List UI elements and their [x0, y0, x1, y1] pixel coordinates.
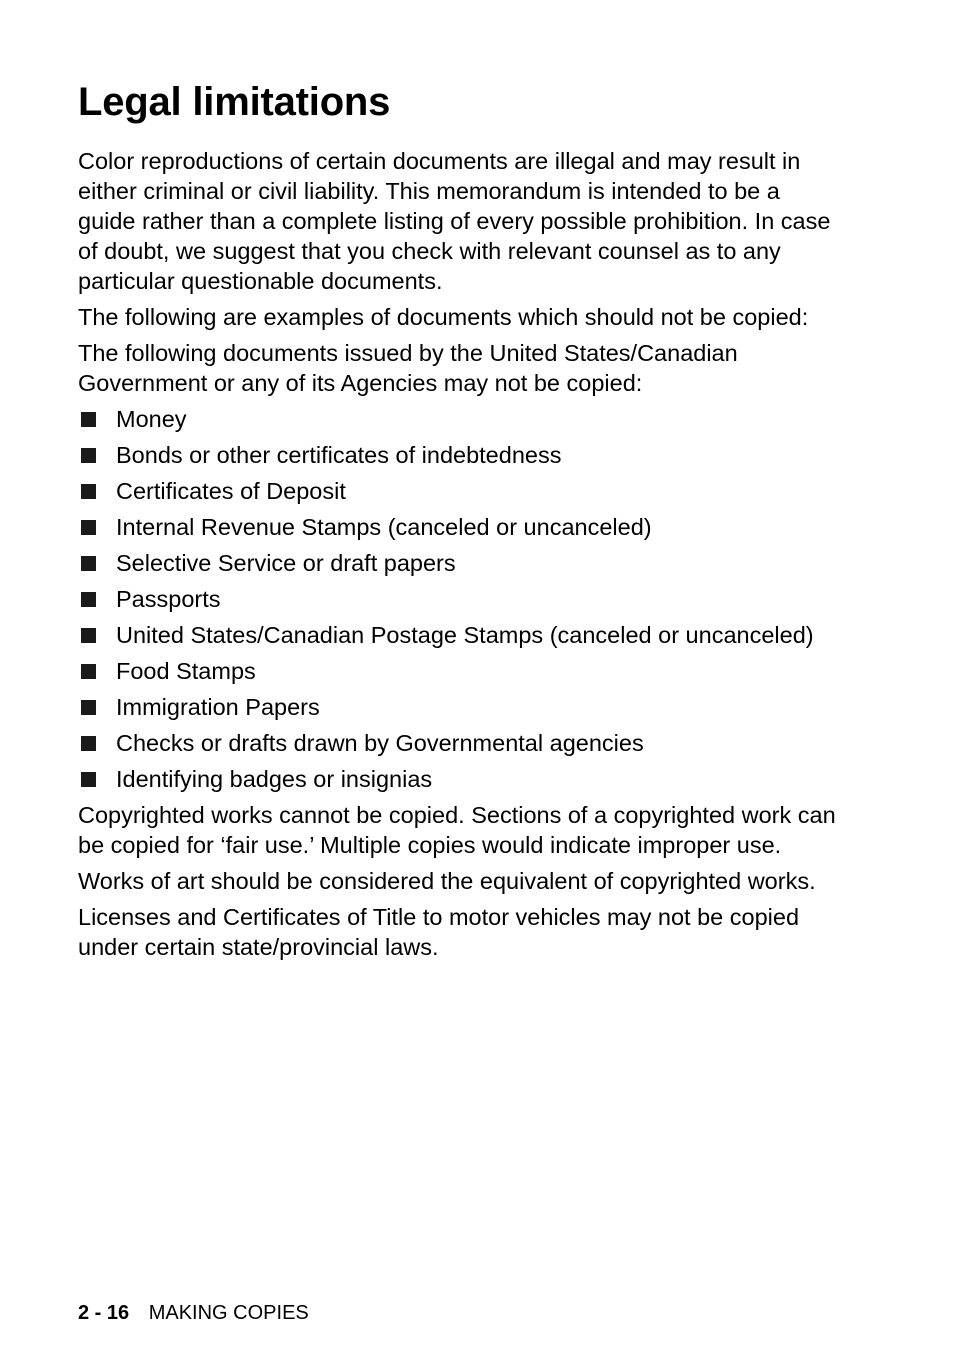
list-item-text: Immigration Papers: [116, 694, 320, 720]
square-bullet-icon: [81, 664, 96, 679]
list-item: [78, 512, 838, 542]
government-documents-paragraph: The following documents issued by the United States/Canadian Government or any of its Agencies may not be copied:: [78, 340, 738, 396]
list-item-text: United States/Canadian Postage Stamps (canceled or uncanceled): [116, 622, 814, 648]
document-body: [78, 146, 838, 968]
list-item: [78, 620, 838, 650]
list-item: [78, 404, 838, 434]
square-bullet-icon: [81, 700, 96, 715]
list-item: [78, 440, 838, 470]
page-number: 2 - 16: [78, 1302, 130, 1324]
list-item-text: Certificates of Deposit: [116, 478, 346, 504]
square-bullet-icon: [81, 520, 96, 535]
list-item-text: Money: [116, 406, 187, 432]
page-footer: [78, 1300, 309, 1326]
list-item: [78, 476, 838, 506]
square-bullet-icon: [81, 556, 96, 571]
licenses-paragraph: Licenses and Certificates of Title to motor vehicles may not be copied under certain state/provincial laws.: [78, 904, 800, 960]
square-bullet-icon: [81, 628, 96, 643]
page-title: Legal limitations: [78, 80, 391, 124]
copyright-paragraph: Copyrighted works cannot be copied. Sections of a copyrighted work can be copied for ‘fair use.’ Multiple copies would indicate improper use.: [78, 802, 836, 858]
square-bullet-icon: [81, 484, 96, 499]
section-name: MAKING COPIES: [148, 1302, 309, 1324]
list-item-text: Food Stamps: [116, 658, 256, 684]
list-item: [78, 764, 838, 794]
square-bullet-icon: [81, 412, 96, 427]
list-item-text: Selective Service or draft papers: [116, 550, 456, 576]
list-item: [78, 692, 838, 722]
list-item: [78, 584, 838, 614]
list-item-text: Passports: [116, 586, 221, 612]
list-item-text: Identifying badges or insignias: [116, 766, 433, 792]
list-item: [78, 548, 838, 578]
square-bullet-icon: [81, 448, 96, 463]
square-bullet-icon: [81, 772, 96, 787]
list-item: [78, 656, 838, 686]
list-item: [78, 728, 838, 758]
list-item-text: Bonds or other certificates of indebtedness: [116, 442, 562, 468]
square-bullet-icon: [81, 592, 96, 607]
prohibited-documents-list: [78, 404, 838, 794]
square-bullet-icon: [81, 736, 96, 751]
list-item-text: Internal Revenue Stamps (canceled or uncanceled): [116, 514, 652, 540]
examples-paragraph: The following are examples of documents which should not be copied:: [78, 304, 809, 330]
intro-paragraph: Color reproductions of certain documents are illegal and may result in either criminal or civil liability. This memorandum is intended to be a guide rather than a complete listing of every possible prohibition. In case of doubt, we suggest that you check with relevant counsel as to any particular questionable documents.: [78, 148, 831, 294]
works-of-art-paragraph: Works of art should be considered the equivalent of copyrighted works.: [78, 868, 816, 894]
list-item-text: Checks or drafts drawn by Governmental agencies: [116, 730, 644, 756]
